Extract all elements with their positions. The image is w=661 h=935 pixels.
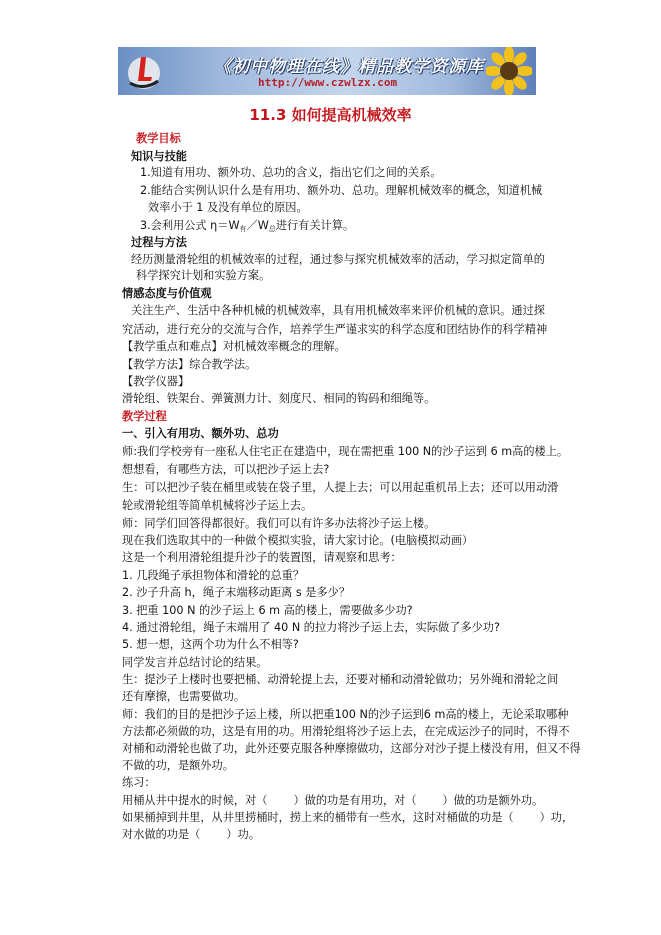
body-line: 还有摩擦，也需要做功。 (122, 690, 246, 703)
logo-icon (124, 51, 164, 91)
exercise-1: 用桶从井中提水的时候，对（ ）做的功是有用功，对（ ）做的功是额外功。 (122, 794, 544, 807)
teaching-method: 【教学方法】综合教学法。 (122, 358, 257, 371)
sunflower-icon (486, 47, 532, 95)
emotion-2: 究活动，进行充分的交流与合作，培养学生严谨求实的科学态度和团结协作的科学精神 (122, 323, 548, 336)
heading-tools: 【教学仪器】 (122, 375, 190, 388)
body-line: 方法都必须做的功，这是有用的功。用滑轮组将沙子运上去，在完成运沙子的同时，不得不 (122, 725, 570, 738)
banner-url: http://www.czwlzx.com (258, 76, 398, 89)
emotion-1: 关注生产、生活中各种机械的机械效率，具有用机械效率来评价机械的意识。通过探 (131, 304, 545, 317)
knowledge-3: 3.会利用公式 $\eta=W_有/W_总$进行有关计算。 (140, 219, 355, 233)
knowledge-2b: 效率小于 1 及没有单位的原因。 (148, 201, 308, 214)
exercise-2: 如果桶掉到井里，从井里捞桶时，捞上来的桶带有一些水，这时对桶做的功是（ ）功， (122, 811, 574, 824)
body-line: 生：提沙子上楼时也要把桶、动滑轮提上去，还要对桶和动滑轮做功；另外绳和滑轮之间 (122, 673, 559, 686)
tools-list: 滑轮组、铁架台、弹簧测力计、刻度尺、相同的钩码和细绳等。 (122, 392, 436, 405)
question-item: 1. 几段绳子承担物体和滑轮的总重？ (122, 569, 305, 582)
process-1: 经历测量滑轮组的机械效率的过程，通过参与探究机械效率的活动，学习拟定简单的 (131, 253, 545, 266)
exercise-3: 对水做的功是（ ）功。 (122, 828, 260, 841)
knowledge-1: 1.知道有用功、额外功、总功的含义，指出它们之间的关系。 (140, 166, 442, 179)
body-line: 轮或滑轮组等简单机械将沙子运上去。 (122, 499, 313, 512)
body-line: 对桶和动滑轮也做了功，此外还要克服各种摩擦做功，这部分对沙子提上楼没有用，但又不得 (122, 742, 581, 755)
process-2: 科学探究计划和实验方案。 (136, 269, 271, 282)
body-line: 师:我们学校旁有一座私人住宅正在建造中，现在需把重 100 N的沙子运到 6 m高的楼上。 (122, 445, 569, 458)
body-line: 同学发言并总结讨论的结果。 (122, 656, 268, 669)
heading-emotion: 情感态度与价值观 (122, 287, 212, 300)
question-item: 3. 把重 100 N 的沙子运上 6 m 高的楼上，需要做多少功? (122, 604, 413, 617)
question-item: 5. 想一想，这两个功为什么不相等? (122, 638, 299, 651)
heading-process: 过程与方法 (131, 236, 187, 249)
question-item: 4. 通过滑轮组，绳子末端用了 40 N 的拉力将沙子运上去，实际做了多少功? (122, 621, 500, 634)
knowledge-2a: 2.能结合实例认识什么是有用功、额外功、总功。理解机械效率的概念，知道机械 (140, 184, 543, 197)
key-points: 【教学重点和难点】对机械效率概念的理解。 (122, 340, 346, 353)
heading-procedure: 教学过程 (122, 410, 167, 423)
body-line: 不做的功，是额外功。 (122, 759, 234, 772)
body-line: 现在我们选取其中的一种做个模拟实验，请大家讨论。(电脑模拟动画） (122, 534, 474, 547)
body-line: 师：同学们回答得都很好。我们可以有许多办法将沙子运上楼。 (122, 517, 436, 530)
exercise-label: 练习： (122, 776, 156, 789)
question-item: 2. 沙子升高 h，绳子末端移动距离 s 是多少？ (122, 586, 351, 599)
heading-knowledge: 知识与技能 (131, 150, 187, 163)
body-line: 这是一个利用滑轮组提升沙子的装置图，请观察和思考： (122, 551, 402, 564)
heading-part1: 一、引入有用功、额外功、总功 (122, 427, 279, 440)
body-line: 生：可以把沙子装在桶里或装在袋子里，人提上去；可以用起重机吊上去；还可以用动滑 (122, 481, 559, 494)
body-line: 想想看，有哪些方法，可以把沙子运上去? (122, 463, 330, 476)
header-banner (118, 47, 536, 95)
body-line: 师：我们的目的是把沙子运上楼，所以把重100 N的沙子运到6 m高的楼上，无论采取哪种 (122, 708, 569, 721)
banner-title: 《初中物理在线》精品教学资源库 (214, 57, 484, 77)
heading-goals: 教学目标 (136, 132, 181, 145)
page-title: 11.3 如何提高机械效率 (249, 106, 412, 124)
